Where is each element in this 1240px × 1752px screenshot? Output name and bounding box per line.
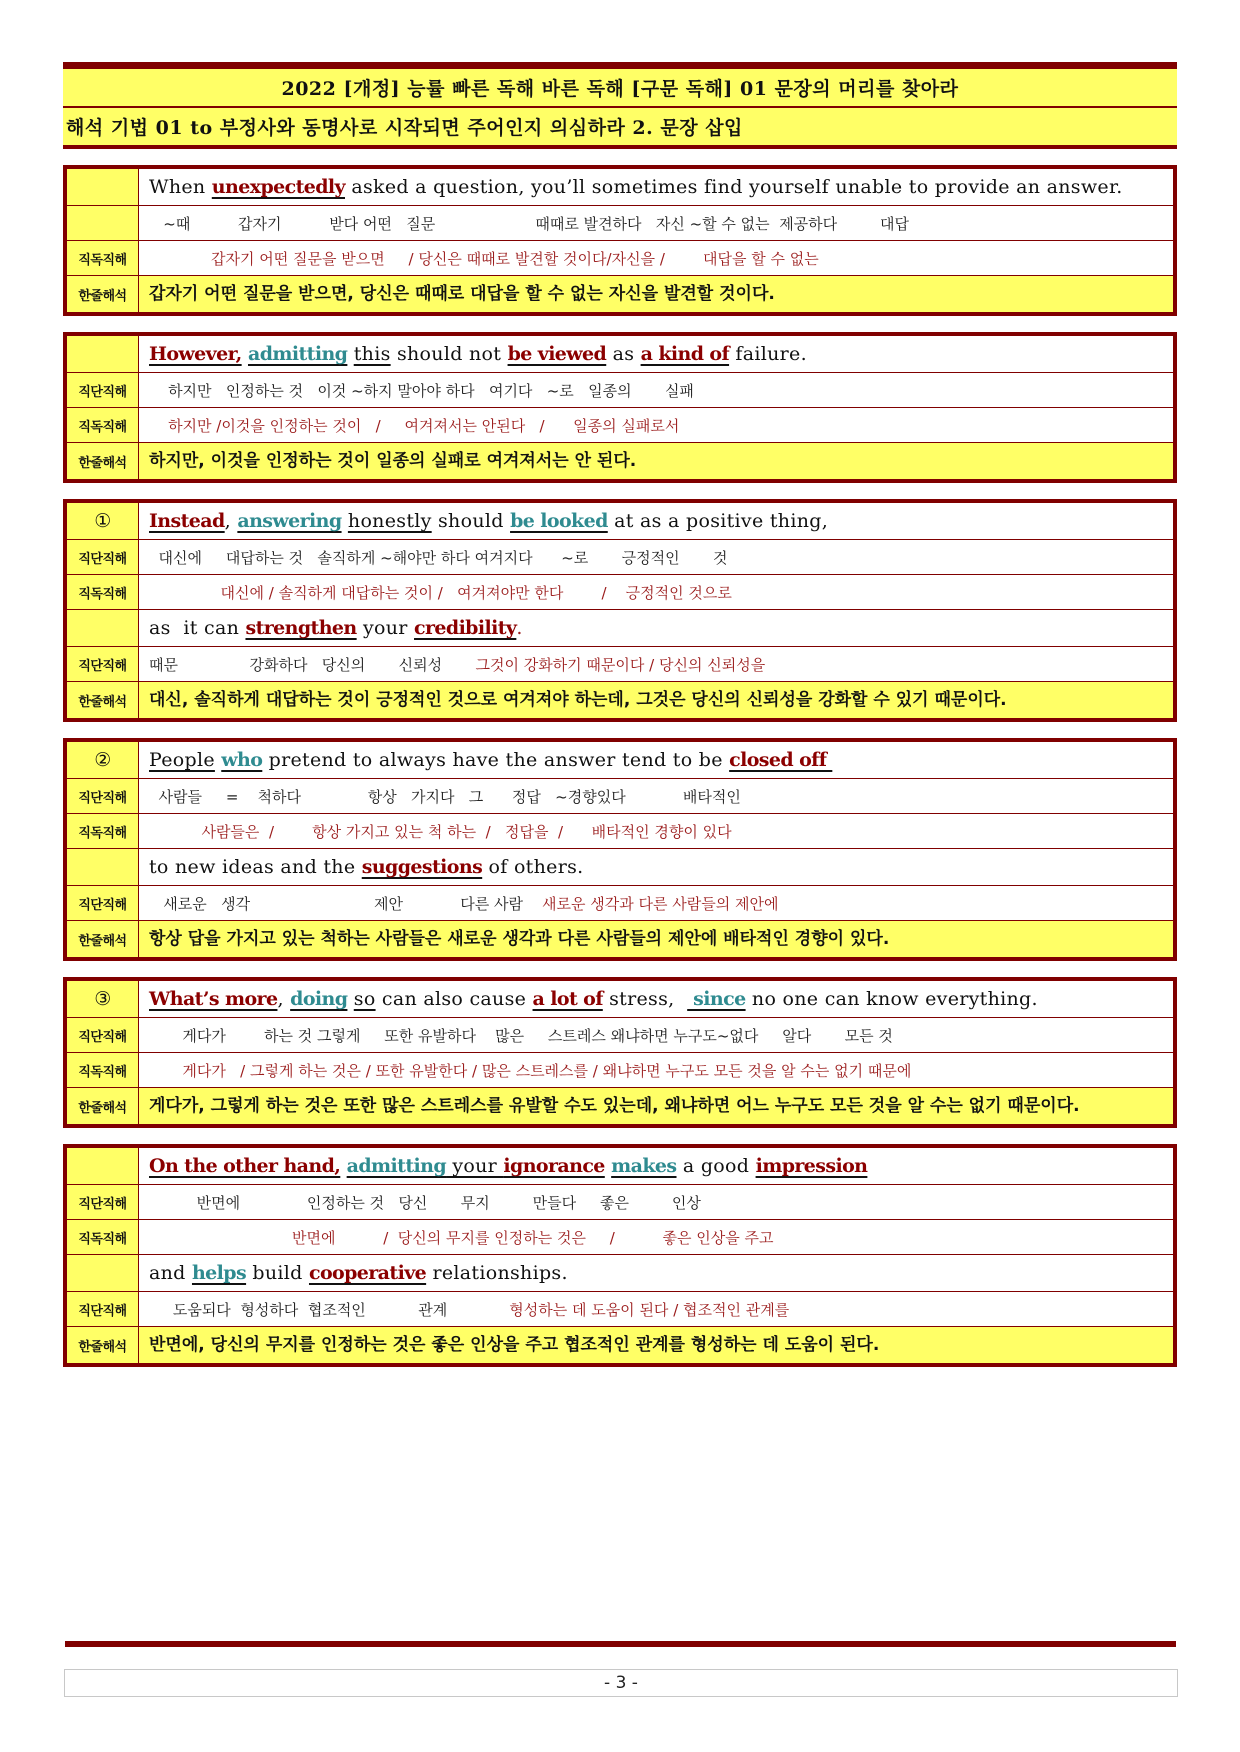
key-phrase: Instead	[149, 510, 225, 532]
row-sum	[67, 1326, 1173, 1363]
english-sentence	[139, 169, 1173, 205]
plain-text: failure.	[729, 343, 807, 365]
row-eng	[67, 336, 1173, 372]
full-translation: 하지만, 이것을 인정하는 것이 일종의 실패로 여겨져서는 안 된다.	[139, 443, 1173, 479]
subject-verb-phrase: admitting	[247, 343, 348, 365]
row-eng	[67, 169, 1173, 205]
row-kr	[67, 1184, 1173, 1219]
row-kr	[67, 1017, 1173, 1052]
row-label: 직독직해	[67, 408, 139, 442]
key-phrase: cooperative	[308, 1262, 427, 1284]
row-label: 한줄해석	[67, 1327, 139, 1363]
word-gloss: 대신에 대답하는 것 솔직하게 ~해야만 하다 여겨지다 ~로 긍정적인 것	[149, 548, 728, 567]
row-eng	[67, 1148, 1173, 1184]
full-translation: 게다가, 그렇게 하는 것은 또한 많은 스트레스를 유발할 수도 있는데, 왜냐하면 어느 누구도 모든 것을 알 수는 없기 때문이다.	[139, 1088, 1173, 1124]
row-red	[67, 574, 1173, 609]
sentence-number: ②	[67, 742, 139, 778]
chunk-translation: 새로운 생각과 다른 사람들의 제안에	[542, 894, 779, 913]
full-translation: 반면에, 당신의 무지를 인정하는 것은 좋은 인상을 주고 협조적인 관계를 형성하는 데 도움이 된다.	[139, 1327, 1173, 1363]
word-gloss: 사람들 = 척하다 항상 가지다 그 정답 ~경향있다 배타적인	[149, 787, 741, 806]
row-label: 직단직해	[67, 1292, 139, 1326]
underlined-word: so	[353, 988, 376, 1010]
word-gloss	[139, 647, 1173, 681]
word-gloss: 하지만 인정하는 것 이것 ~하지 말아야 하다 여기다 ~로 일종의 실패	[149, 381, 694, 400]
row-eng	[67, 609, 1173, 646]
plain-text: relationships.	[426, 1262, 568, 1284]
plain-text: as it can	[149, 617, 246, 639]
chunk-translation: 형성하는 데 도움이 된다 / 협조적인 관계를	[509, 1300, 790, 1319]
plain-text: ,	[224, 510, 238, 532]
footer-rule	[65, 1641, 1176, 1647]
row-mixed	[67, 885, 1173, 920]
page-title: 2022 [개정] 능률 빠른 독해 바른 독해 [구문 독해] 01 문장의 머리를 찾아라	[63, 69, 1177, 108]
row-label: 직독직해	[67, 575, 139, 609]
row-label: 직독직해	[67, 241, 139, 275]
english-sentence	[139, 610, 1173, 646]
row-label	[67, 1255, 139, 1291]
word-gloss: 게다가 하는 것 그렇게 또한 유발하다 많은 스트레스 왜냐하면 누구도~없다 알다 모든 것	[149, 1026, 893, 1045]
subject-verb-phrase: answering	[237, 510, 342, 532]
plain-text: and	[149, 1262, 192, 1284]
subject-verb-phrase: helps	[191, 1262, 247, 1284]
page-subtitle: 해석 기법 01 to 부정사와 동명사로 시작되면 주어인지 의심하라 2. 문장 삽입	[66, 117, 743, 139]
key-phrase: a kind of	[640, 343, 730, 365]
row-label: 한줄해석	[67, 276, 139, 312]
row-label	[67, 1148, 139, 1184]
sentence-block	[63, 499, 1177, 722]
english-sentence	[139, 503, 1173, 539]
chunk-translation: 하지만 /이것을 인정하는 것이 / 여겨져서는 안된다 / 일종의 실패로서	[149, 416, 680, 435]
row-label: 직단직해	[67, 540, 139, 574]
row-eng	[67, 503, 1173, 539]
english-sentence	[139, 742, 1173, 778]
chunk-translation: 사람들은 / 항상 가지고 있는 척 하는 / 정답을 / 배타적인 경향이 있다	[149, 822, 732, 841]
row-label: 직단직해	[67, 779, 139, 813]
row-label	[67, 610, 139, 646]
subject-verb-phrase: doing	[290, 988, 348, 1010]
row-label	[67, 849, 139, 885]
english-sentence	[139, 1255, 1173, 1291]
plain-text: your	[356, 617, 415, 639]
row-label: 직단직해	[67, 647, 139, 681]
row-red	[67, 240, 1173, 275]
row-sum	[67, 920, 1173, 957]
chunk-translation: 대신에 / 솔직하게 대답하는 것이 / 여겨져야만 한다 / 긍정적인 것으로	[149, 583, 732, 602]
plain-text: of others.	[482, 856, 584, 878]
underlined-word: honestly	[347, 510, 432, 532]
english-sentence	[139, 336, 1173, 372]
row-label: 한줄해석	[67, 1088, 139, 1124]
key-phrase: suggestions	[361, 856, 483, 878]
subject-verb-phrase: makes	[611, 1155, 677, 1177]
sentence-number: ③	[67, 981, 139, 1017]
key-phrase: On the other hand,	[149, 1155, 341, 1177]
key-phrase: closed off	[729, 749, 833, 771]
row-sum	[67, 1087, 1173, 1124]
english-sentence	[139, 981, 1173, 1017]
sentence-block	[63, 1144, 1177, 1367]
gloss-text: 새로운 생각 제안 다른 사람	[149, 894, 543, 913]
underlined-word: this	[353, 343, 391, 365]
row-mixed	[67, 646, 1173, 681]
row-label	[67, 206, 139, 240]
plain-text: as	[606, 343, 641, 365]
chunk-translation: 게다가 / 그렇게 하는 것은 / 또한 유발한다 / 많은 스트레스를 / 왜냐하면 누구도 모든 것을 알 수는 없기 때문에	[149, 1061, 912, 1080]
row-label	[67, 336, 139, 372]
subject-verb-phrase: who	[221, 749, 263, 771]
word-gloss: 반면에 인정하는 것 당신 무지 만들다 좋은 인상	[149, 1193, 701, 1212]
sentence-block	[63, 165, 1177, 316]
full-translation: 대신, 솔직하게 대답하는 것이 긍정적인 것으로 여겨져야 하는데, 그것은 당신의 신뢰성을 강화할 수 있기 때문이다.	[139, 682, 1173, 718]
row-label	[67, 169, 139, 205]
row-label: 직단직해	[67, 886, 139, 920]
key-phrase: ignorance	[503, 1155, 605, 1177]
key-phrase: credibility	[414, 617, 517, 639]
plain-text: can also cause	[375, 988, 533, 1010]
plain-text: pretend to always have the answer tend to be	[262, 749, 730, 771]
english-sentence	[139, 849, 1173, 885]
subject-verb-phrase: admitting	[346, 1155, 447, 1177]
word-gloss	[139, 1292, 1173, 1326]
chunk-translation: 그것이 강화하기 때문이다 / 당신의 신뢰성을	[475, 655, 766, 674]
gloss-text: 때문 강화하다 당신의 신뢰성	[149, 655, 476, 674]
row-eng	[67, 981, 1173, 1017]
key-phrase: unexpectedly	[211, 176, 345, 198]
worksheet-header	[63, 62, 1177, 149]
worksheet-page	[63, 62, 1177, 1367]
key-phrase: a lot of	[532, 988, 603, 1010]
row-label: 한줄해석	[67, 443, 139, 479]
row-kr	[67, 778, 1173, 813]
row-eng	[67, 848, 1173, 885]
row-sum	[67, 442, 1173, 479]
plain-text: should not	[390, 343, 508, 365]
key-phrase: However,	[149, 343, 242, 365]
row-mixed	[67, 1291, 1173, 1326]
plain-text: build	[246, 1262, 309, 1284]
full-translation: 갑자기 어떤 질문을 받으면, 당신은 때때로 대답을 할 수 없는 자신을 발견할 것이다.	[139, 276, 1173, 312]
plain-text: no one can know everything.	[745, 988, 1038, 1010]
plain-text: should	[431, 510, 511, 532]
chunk-translation: 반면에 / 당신의 무지를 인정하는 것은 / 좋은 인상을 주고	[149, 1228, 774, 1247]
row-label: 직단직해	[67, 1018, 139, 1052]
row-eng	[67, 742, 1173, 778]
underlined-word: People	[149, 749, 215, 771]
underlined-word: your	[446, 1155, 504, 1177]
page-number-box	[64, 1669, 1178, 1697]
row-sum	[67, 681, 1173, 718]
row-label: 직단직해	[67, 1185, 139, 1219]
sentence-block	[63, 977, 1177, 1128]
word-gloss: ~때 갑자기 받다 어떤 질문 때때로 발견하다 자신 ~할 수 없는 제공하다 대답	[149, 214, 910, 233]
sentence-blocks	[63, 165, 1177, 1367]
word-gloss	[139, 886, 1173, 920]
key-phrase: be viewed	[507, 343, 607, 365]
plain-text: When	[149, 176, 212, 198]
plain-text: asked a question, you’ll sometimes find yourself unable to provide an answer.	[345, 176, 1123, 198]
row-label: 직독직해	[67, 1220, 139, 1254]
row-red	[67, 1052, 1173, 1087]
row-kr	[67, 372, 1173, 407]
row-label: 한줄해석	[67, 682, 139, 718]
row-red	[67, 813, 1173, 848]
plain-text: to new ideas and the	[149, 856, 362, 878]
plain-text: stress,	[602, 988, 688, 1010]
english-sentence	[139, 1148, 1173, 1184]
subject-verb-phrase: since	[687, 988, 746, 1010]
sentence-number: ①	[67, 503, 139, 539]
row-label: 직단직해	[67, 373, 139, 407]
plain-text: a good	[676, 1155, 756, 1177]
gloss-text: 도움되다 형성하다 협조적인 관계	[149, 1300, 510, 1319]
row-kr	[67, 205, 1173, 240]
row-sum	[67, 275, 1173, 312]
plain-text: at as a positive thing,	[607, 510, 829, 532]
plain-text: ,	[277, 988, 291, 1010]
row-kr	[67, 539, 1173, 574]
row-label: 직독직해	[67, 1053, 139, 1087]
row-label: 직독직해	[67, 814, 139, 848]
key-phrase: impression	[755, 1155, 868, 1177]
sentence-block	[63, 332, 1177, 483]
row-label: 한줄해석	[67, 921, 139, 957]
full-translation: 항상 답을 가지고 있는 척하는 사람들은 새로운 생각과 다른 사람들의 제안에 배타적인 경향이 있다.	[139, 921, 1173, 957]
sentence-block	[63, 738, 1177, 961]
subject-verb-phrase: be looked	[510, 510, 608, 532]
page-number: - 3 -	[604, 1673, 638, 1693]
punctuation: .	[516, 617, 523, 639]
row-red	[67, 1219, 1173, 1254]
key-phrase: strengthen	[245, 617, 357, 639]
row-red	[67, 407, 1173, 442]
key-phrase: What’s more	[149, 988, 278, 1010]
row-eng	[67, 1254, 1173, 1291]
chunk-translation: 갑자기 어떤 질문을 받으면 / 당신은 때때로 발견할 것이다/자신을 / 대답을 할 수 없는	[149, 249, 819, 268]
